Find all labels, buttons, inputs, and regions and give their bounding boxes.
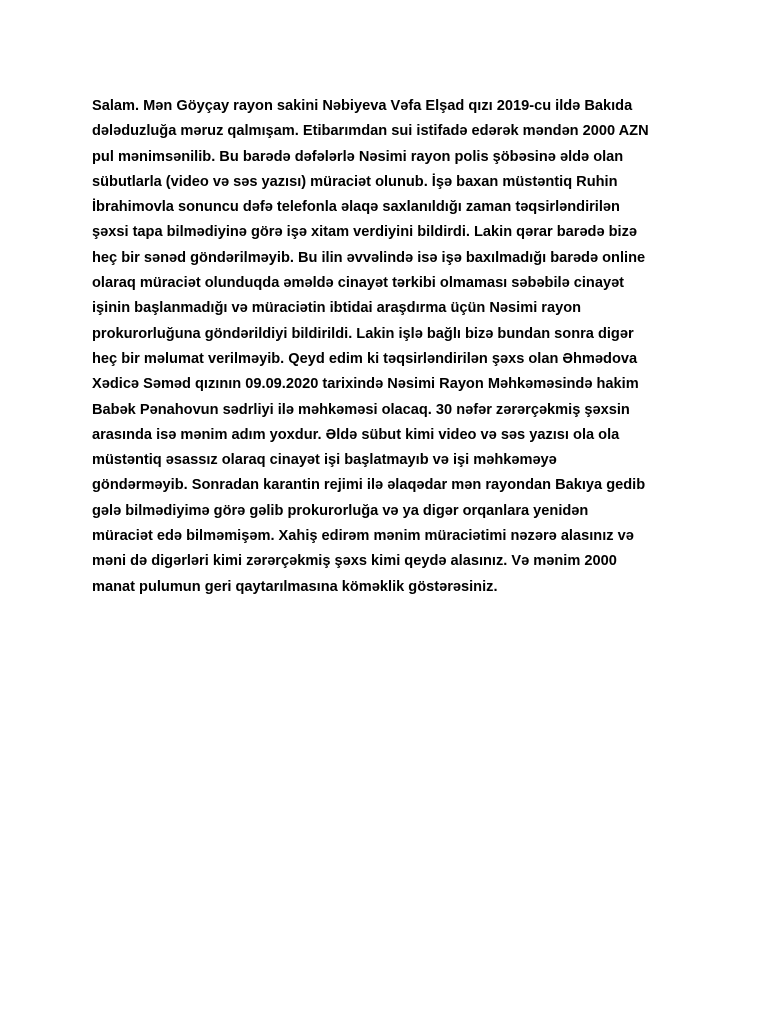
text-line: olaraq müraciət olunduqda əməldə cinayət tərkibi olmaması səbəbilə cinayət: [92, 275, 625, 292]
text-line: heç bir sənəd göndərilməyib. Bu ilin əvvəlində isə işə baxılmadığı barədə online: [92, 249, 646, 266]
text-line: pul mənimsənilib. Bu barədə dəfələrlə Nəsimi rayon polis şöbəsinə əldə olan: [92, 148, 624, 165]
text-line: arasında isə mənim adım yoxdur. Əldə sübut kimi video və səs yazısı ola ola: [92, 426, 620, 443]
text-line: şəxsi tapa bilmədiyinə görə işə xitam verdiyini bildirdi. Lakin qərar barədə bizə: [92, 224, 638, 241]
text-line: müstəntiq əsassız olaraq cinayət işi başlatmayıb və işi məhkəməyə: [92, 452, 557, 469]
text-line: sübutlarla (video və səs yazısı) müraciət olunub. İşə baxan müstəntiq Ruhin: [92, 173, 618, 190]
text-line: İbrahimovla sonuncu dəfə telefonla əlaqə saxlanıldığı zaman təqsirləndirilən: [92, 199, 620, 216]
text-line: Salam. Mən Göyçay rayon sakini Nəbiyeva Vəfa Elşad qızı 2019-cu ildə Bakıda: [92, 98, 633, 114]
text-line: Babək Pənahovun sədrliyi ilə məhkəməsi olacaq. 30 nəfər zərərçəkmiş şəxsin: [92, 401, 630, 418]
text-line: heç bir məlumat verilməyib. Qeyd edim ki təqsirləndirilən şəxs olan Əhmədova: [92, 350, 638, 367]
text-line: məni də digərləri kimi zərərçəkmiş şəxs kimi qeydə alasınız. Və mənim 2000: [92, 553, 617, 570]
text-line: Xədicə Səməd qızının 09.09.2020 tarixində Nəsimi Rayon Məhkəməsində hakim: [92, 376, 639, 393]
text-line: işinin başlanmadığı və müraciətin ibtidai araşdırma üçün Nəsimi rayon: [92, 300, 582, 317]
text-line: göndərməyib. Sonradan karantin rejimi ilə əlaqədar mən rayondan Bakıya gedib: [92, 477, 646, 494]
text-line: müraciət edə bilməmişəm. Xahiş edirəm mənim müraciətimi nəzərə alasınız və: [92, 528, 634, 545]
text-line: prokurorluğuna göndərildiyi bildirildi. Lakin işlə bağlı bizə bundan sonra digər: [92, 325, 634, 342]
text-line: dələduzluğa məruz qalmışam. Etibarımdan sui istifadə edərək məndən 2000 AZN: [92, 123, 649, 140]
text-line: manat pulumun geri qaytarılmasına köməklik göstərəsiniz.: [92, 578, 498, 595]
letter-body: [92, 94, 692, 600]
text-line: gələ bilmədiyimə görə gəlib prokurorluğa və ya digər orqanlara yenidən: [92, 502, 589, 519]
